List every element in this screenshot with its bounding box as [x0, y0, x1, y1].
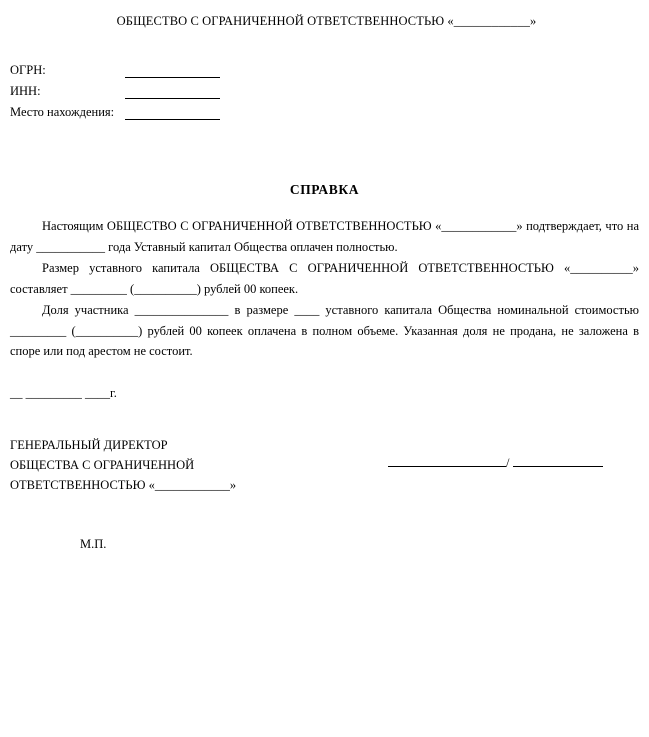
document-body	[0, 216, 649, 362]
company-header: ОБЩЕСТВО С ОГРАНИЧЕННОЙ ОТВЕТСТВЕННОСТЬЮ «____________»	[116, 14, 537, 28]
document-title: СПРАВКА	[289, 182, 360, 197]
signature-fields	[388, 455, 603, 471]
date-line[interactable]: __ _________ ____г.	[10, 385, 117, 400]
meta-blank-ogrn[interactable]	[125, 66, 220, 78]
signature-role-line-3: ОТВЕТСТВЕННОСТЬЮ «____________»	[10, 477, 237, 492]
signature-name-blank[interactable]	[513, 455, 603, 467]
signature-blank[interactable]	[388, 455, 506, 467]
meta-row-ogrn	[10, 57, 649, 78]
paragraph-3	[10, 300, 639, 362]
signature-role-line-2: ОБЩЕСТВА С ОГРАНИЧЕННОЙ	[10, 457, 195, 472]
paragraph-2-text: Размер уставного капитала ОБЩЕСТВА С ОГРАНИЧЕННОЙ ОТВЕТСТВЕННОСТЬЮ «__________» составляет _________ (__________) рублей 00 копеек.	[10, 261, 639, 296]
paragraph-1	[10, 216, 639, 257]
paragraph-2	[10, 258, 639, 299]
stamp-mark: М.П.	[80, 536, 107, 551]
meta-label-ogrn: ОГРН:	[10, 63, 46, 77]
paragraph-1-text: Настоящим ОБЩЕСТВО С ОГРАНИЧЕННОЙ ОТВЕТСТВЕННОСТЬЮ «____________» подтверждает, что на дату ___________ года Уставный капитал Общества оплачен полностью.	[10, 219, 639, 254]
meta-row-address	[10, 99, 649, 120]
meta-label-inn: ИНН:	[10, 84, 41, 98]
signature-role-line-1: ГЕНЕРАЛЬНЫЙ ДИРЕКТОР	[10, 437, 168, 452]
company-meta-block	[0, 57, 649, 120]
paragraph-3-text: Доля участника _______________ в размере ____ уставного капитала Общества номинальной стоимостью _________ (__________) рублей 00 копеек оплачена в полном объеме. Указанная доля не продана, не заложена в споре или под арестом не состоит.	[10, 303, 639, 358]
meta-blank-address[interactable]	[125, 108, 220, 120]
signature-block	[0, 435, 649, 495]
meta-label-address: Место нахождения:	[10, 105, 115, 119]
meta-row-inn	[10, 78, 649, 99]
signature-separator: /	[506, 455, 510, 470]
meta-blank-inn[interactable]	[125, 87, 220, 99]
